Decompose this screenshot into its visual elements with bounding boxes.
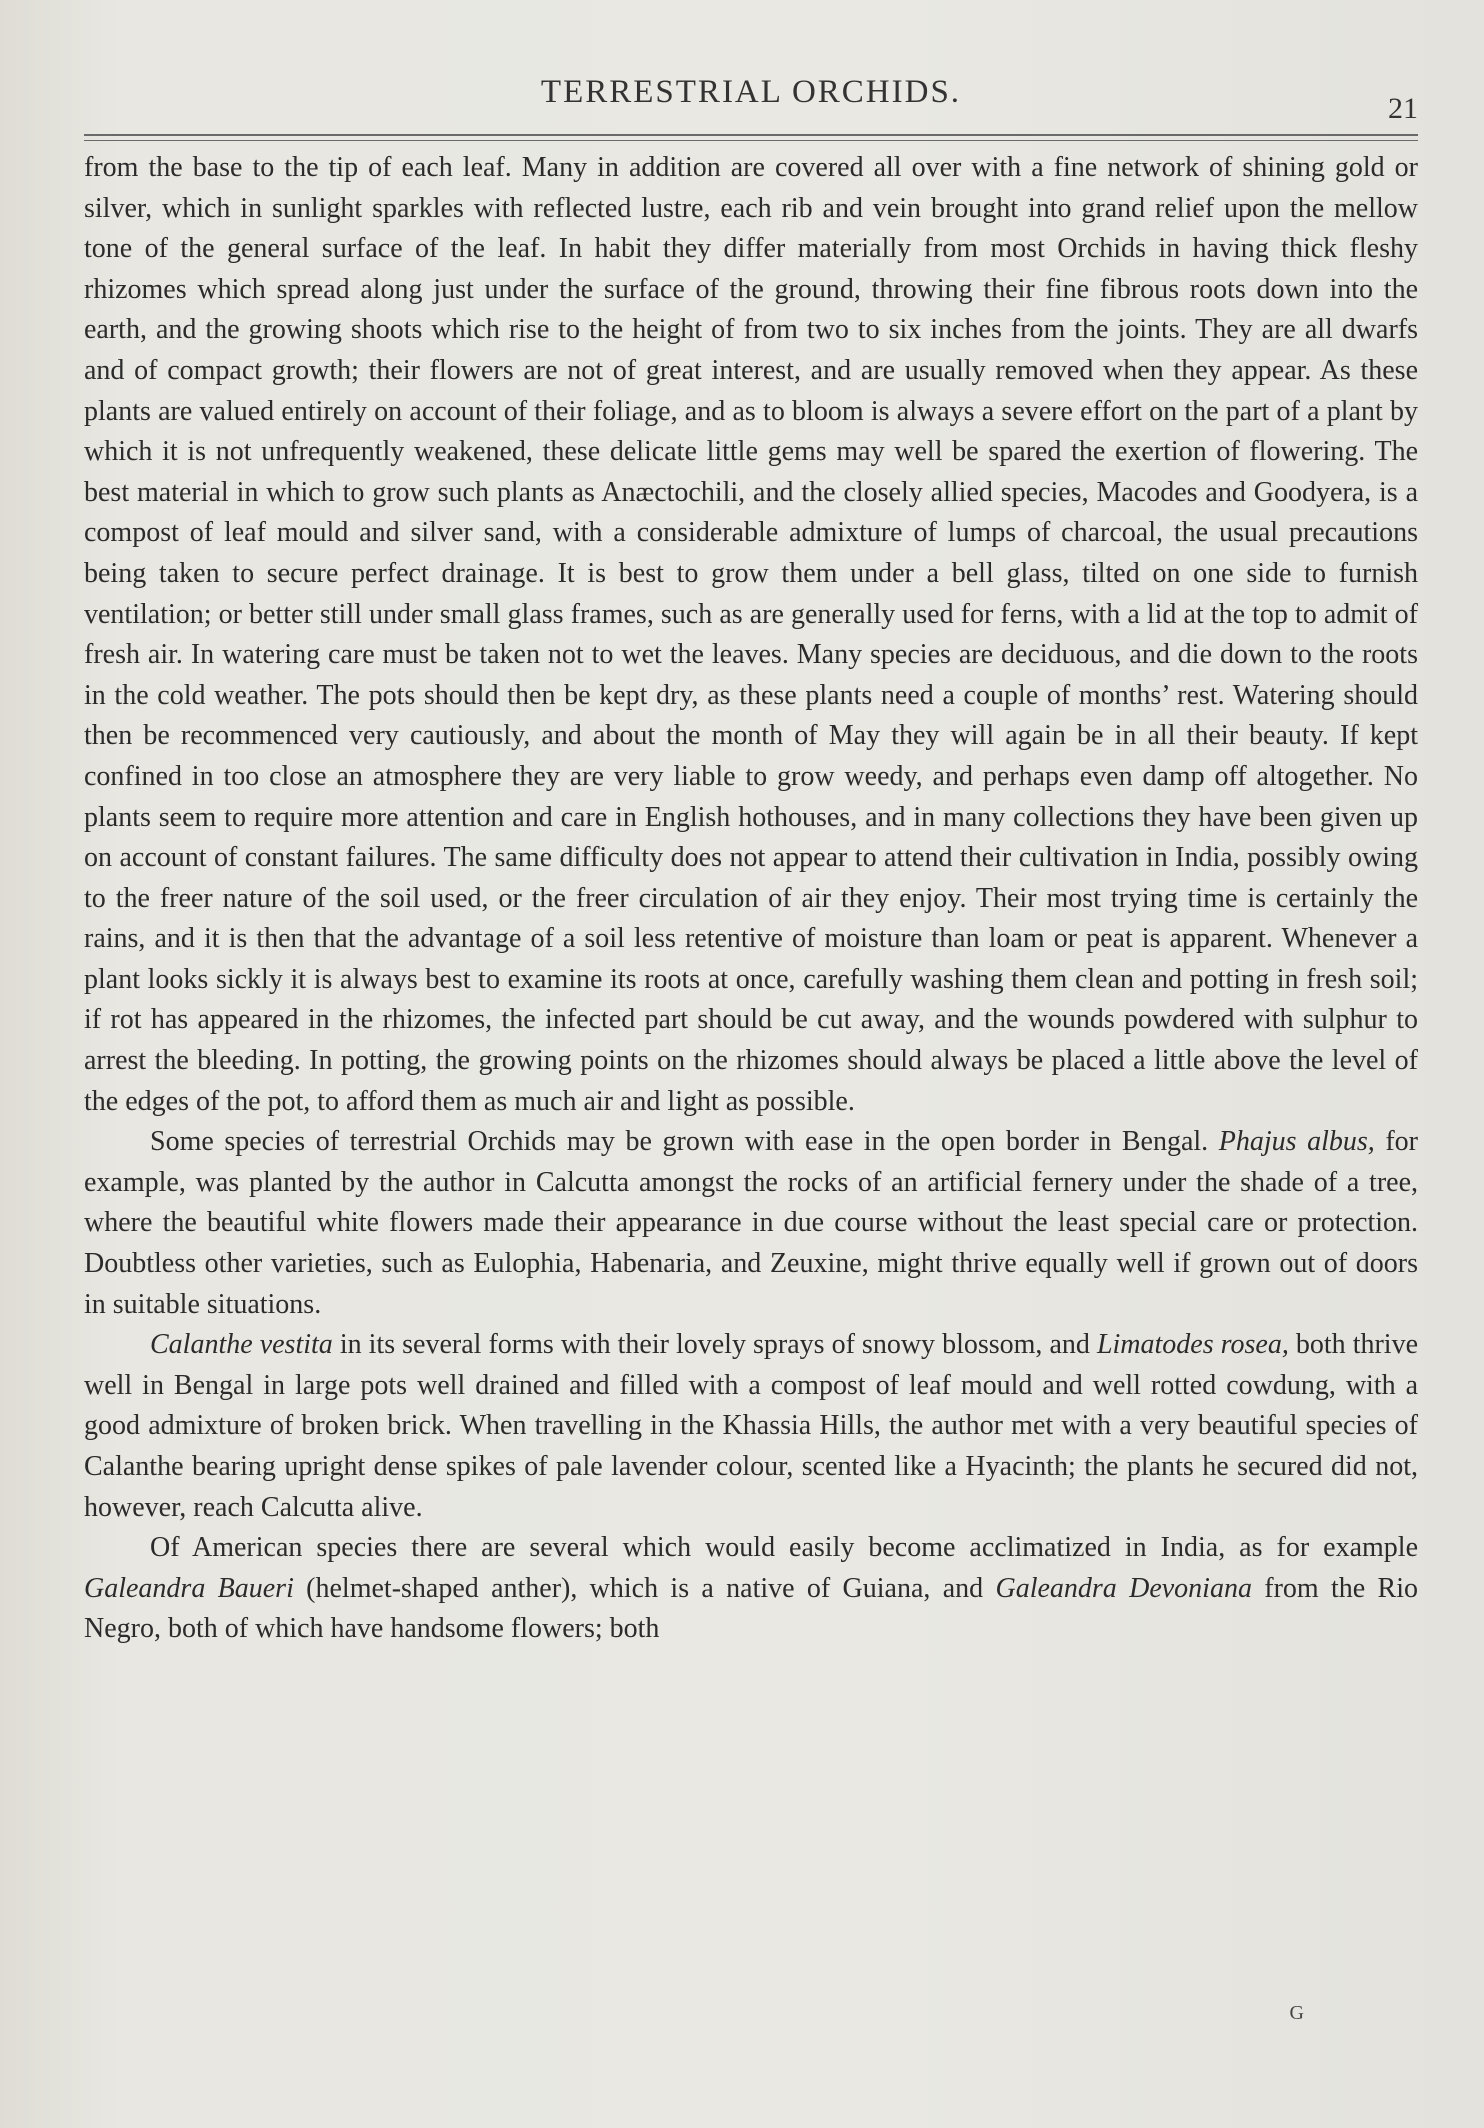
paragraph-text: Some species of terrestrial Orchids may be grown with ease in the open border in Bengal. xyxy=(150,1126,1219,1158)
paragraph-text: from the Rio Negro, both of which have handsome flowers; both xyxy=(84,1572,1419,1645)
paragraph-text: for example, was planted by the author in Calcutta amongst the rocks of an artificial fernery under the shade of a tree, where the beautiful white flowers made their appearance in due course without the least special care or protection. Doubtless other varieties, such as Eulophia, Habenaria, and Zeuxine, might thrive equally well if grown out of doors in suitable situations. xyxy=(84,1126,1418,1320)
paragraph-text: both thrive well in Bengal in large pots well drained and filled with a compost of leaf mould and well rotted cowdung, with a good admixture of broken brick. When travelling in the Khassia Hills, the author met with a very beautiful species of Calanthe bearing upright dense spikes of pale lavender colour, scented like a Hyacinth; the plants he secured did not, however, reach Calcutta alive. xyxy=(84,1329,1419,1523)
signature-mark: G xyxy=(1289,2002,1304,2024)
paragraph-phajus xyxy=(84,1122,1418,1325)
page-number: 21 xyxy=(1388,92,1418,125)
body-text xyxy=(84,148,1418,1650)
paragraph-text: (helmet-shaped anther), which is a native of Guiana, and xyxy=(293,1572,996,1604)
paragraph-text: from the base to the tip of each leaf. Many in addition are covered all over with a fine network of shining gold or silver, which in sunlight sparkles with reflected lustre, each rib and vein brought into grand relief upon the mellow tone of the general surface of the leaf. In habit they differ materially from most Orchids in having thick fleshy rhizomes which spread along just under the surface of the ground, throwing their fine fibrous roots down into the earth, and the growing shoots which rise to the height of from two to six inches from the joints. They are all dwarfs and of compact growth; their flowers are not of great interest, and are usually removed when they appear. As these plants are valued entirely on account of their foliage, and as to bloom is always a severe effort on the part of a plant by which it is not unfrequently weakened, these delicate little gems may well be spared the exertion of flowering. The best material in which to grow such plants as Anæctochili, and the closely allied species, Macodes and Goodyera, is a compost of leaf mould and silver sand, with a considerable admixture of lumps of charcoal, the usual precautions being taken to secure perfect drainage. It is best to grow them under a bell glass, tilted on one side to furnish ventilation; or better still under small glass frames, such as are generally used for ferns, with a lid at the top to admit of fresh air. In watering care must be taken not to wet the leaves. Many species are deciduous, and die down to the roots in the cold weather. The pots should then be kept dry, as these plants need a couple of months’ rest. Watering should then be recommenced very cautiously, and about the month of May they will again be in all their beauty. If kept confined in too close an atmosphere they are very liable to grow weedy, and perhaps even damp off altogether. No plants seem to require more attention and care in English hothouses, and in many collections they have been given up on account of constant failures. The same difficulty does not appear to attend their cultivation in India, possibly owing to the freer nature of the soil used, or the freer circulation of air they enjoy. Their most trying time is certainly the rains, and it is then that the advantage of a soil less retentive of moisture than loam or peat is apparent. Whenever a plant looks sickly it is always best to examine its roots at once, carefully washing them clean and potting in fresh soil; if rot has appeared in the rhizomes, the infected part should be cut away, and the wounds powdered with sulphur to arrest the bleeding. In potting, the growing points on the rhizomes should always be placed a little above the level of the edges of the pot, to afford them as much air and light as possible. xyxy=(84,152,1418,1117)
paragraph-text: in its several forms with their lovely sprays of snowy blossom, and xyxy=(332,1329,1097,1361)
species-name: Limatodes rosea, xyxy=(1096,1329,1289,1361)
header-rule xyxy=(84,134,1418,136)
paragraph-american-species xyxy=(84,1528,1418,1650)
paragraph-calanthe xyxy=(84,1325,1418,1528)
paragraph-text: Of American species there are several which would easily become acclimatized in India, as for example xyxy=(150,1532,1418,1564)
species-name: Phajus albus, xyxy=(1218,1126,1375,1158)
header-rule-thin xyxy=(84,140,1418,141)
species-name: Galeandra Baueri xyxy=(84,1572,294,1604)
running-head: TERRESTRIAL ORCHIDS. xyxy=(540,74,962,110)
paragraph-continued xyxy=(84,148,1418,1122)
species-name: Calanthe vestita xyxy=(150,1329,333,1361)
page-header xyxy=(84,70,1418,140)
species-name: Galeandra Devoniana xyxy=(995,1572,1252,1604)
